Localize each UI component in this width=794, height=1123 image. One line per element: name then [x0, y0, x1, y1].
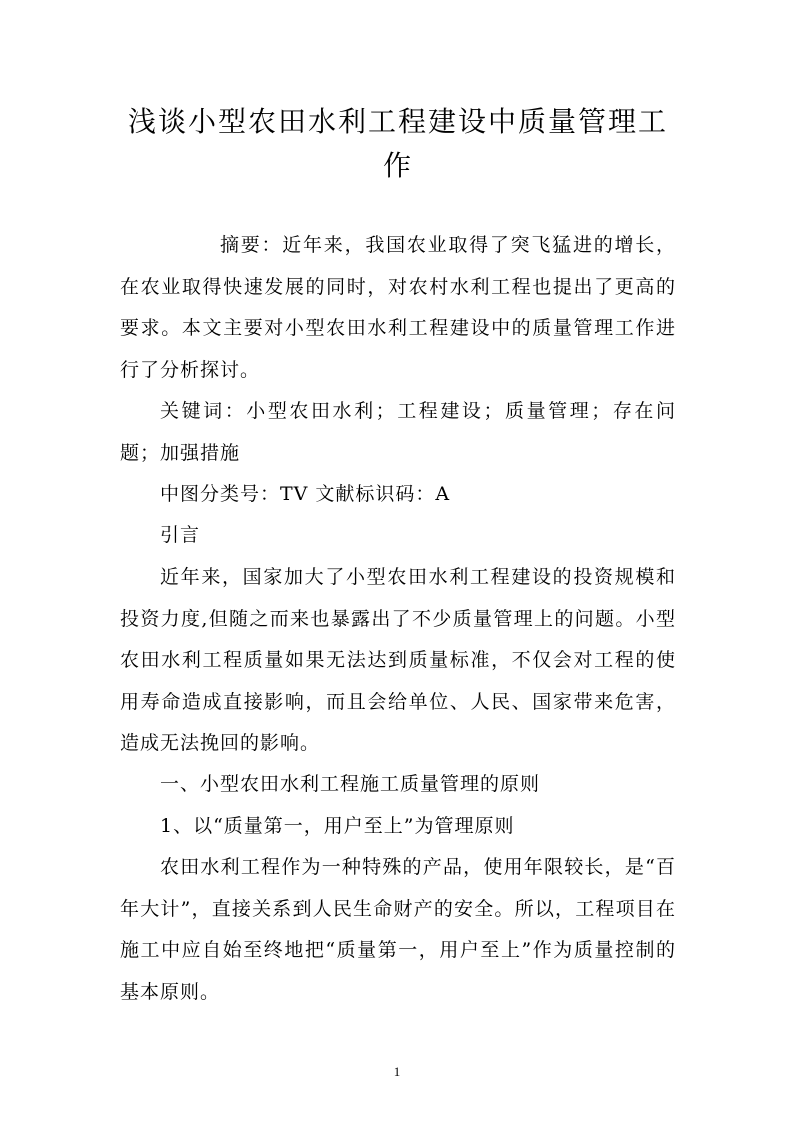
page-number: 1 — [393, 1064, 401, 1079]
subsection-heading: 1、以“质量第一，用户至上”为管理原则 — [160, 815, 515, 837]
keywords-paragraph: 关键词：小型农田水利；工程建设；质量管理；存在问题；加强措施 — [120, 400, 676, 464]
section-heading: 一、小型农田水利工程施工质量管理的原则 — [160, 773, 541, 795]
intro-paragraph: 近年来，国家加大了小型农田水利工程建设的投资规模和投资力度,但随之而来也暴露出了不少质量管理上的问题。小型农田水利工程质量如果无法达到质量标准，不仅会对工程的使用寿命造成直接影响，而且会给单位、人民、国家带来危害，造成无法挽回的影响。 — [120, 566, 676, 754]
intro-heading: 引言 — [160, 524, 201, 546]
document-title: 浅谈小型农田水利工程建设中质量管理工作 — [127, 105, 668, 182]
classification-line: 中图分类号：TV 文献标识码：A — [160, 483, 451, 505]
abstract-paragraph: 摘要：近年来，我国农业取得了突飞猛进的增长，在农业取得快速发展的同时，对农村水利工程也提出了更高的要求。本文主要对小型农田水利工程建设中的质量管理工作进行了分析探讨。 — [120, 234, 676, 381]
subsection-paragraph: 农田水利工程作为一种特殊的产品，使用年限较长，是“百年大计”，直接关系到人民生命财产的安全。所以，工程项目在施工中应自始至终地把“质量第一，用户至上”作为质量控制的基本原则。 — [120, 856, 676, 1003]
